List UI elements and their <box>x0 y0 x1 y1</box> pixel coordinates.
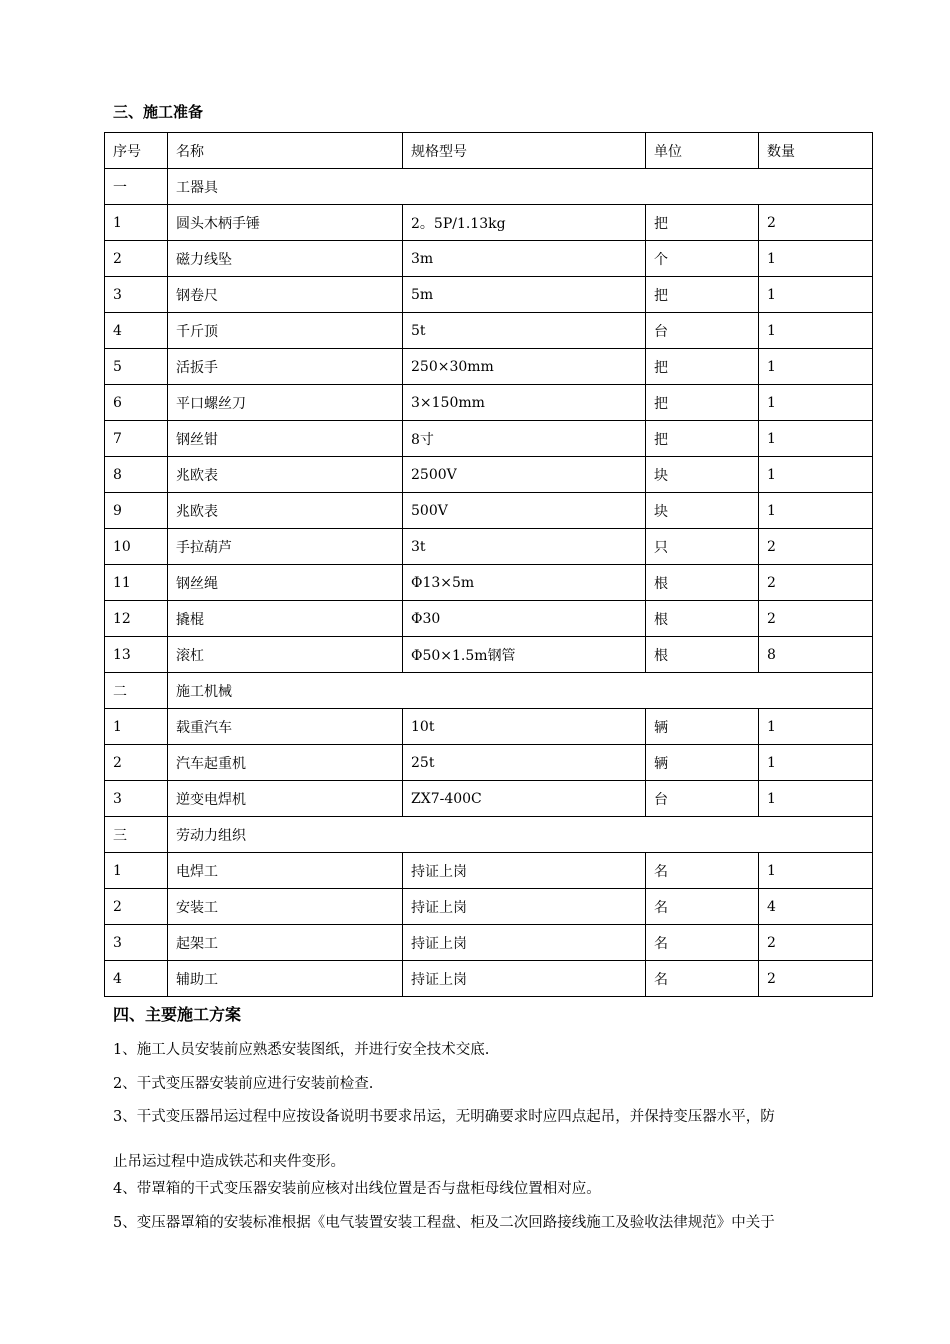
table-row <box>105 781 873 817</box>
cell-spec: 5t <box>403 313 646 349</box>
cell-spec: 持证上岗 <box>403 925 646 961</box>
table-row <box>105 205 873 241</box>
cell-qty: 2 <box>759 529 873 565</box>
cell-name: 电焊工 <box>168 853 403 889</box>
cell-spec: 2500V <box>403 457 646 493</box>
cell-unit: 名 <box>646 889 759 925</box>
cell-spec: 3×150mm <box>403 385 646 421</box>
cell-seq: 5 <box>105 349 168 385</box>
table-row <box>105 565 873 601</box>
group-labor: 劳动力组织 <box>168 817 873 853</box>
cell-name: 平口螺丝刀 <box>168 385 403 421</box>
cell-qty: 1 <box>759 385 873 421</box>
paragraph-3-continued: 止吊运过程中造成铁芯和夹件变形。 <box>113 1154 345 1170</box>
cell-name: 兆欧表 <box>168 457 403 493</box>
cell-spec: Φ13×5m <box>403 565 646 601</box>
cell-name: 逆变电焊机 <box>168 781 403 817</box>
group-seq: 三 <box>105 817 168 853</box>
table-row <box>105 889 873 925</box>
cell-spec: 5m <box>403 277 646 313</box>
cell-unit: 块 <box>646 457 759 493</box>
cell-spec: 500V <box>403 493 646 529</box>
cell-unit: 根 <box>646 637 759 673</box>
table-row <box>105 961 873 997</box>
cell-seq: 3 <box>105 277 168 313</box>
cell-qty: 1 <box>759 457 873 493</box>
cell-qty: 1 <box>759 781 873 817</box>
table-row <box>105 601 873 637</box>
cell-seq: 13 <box>105 637 168 673</box>
cell-qty: 1 <box>759 313 873 349</box>
cell-spec: 25t <box>403 745 646 781</box>
table-row <box>105 385 873 421</box>
cell-seq: 1 <box>105 205 168 241</box>
cell-qty: 1 <box>759 241 873 277</box>
group-tools: 工器具 <box>168 169 873 205</box>
cell-name: 钢卷尺 <box>168 277 403 313</box>
cell-qty: 1 <box>759 349 873 385</box>
section-3-heading: 三、施工准备 <box>113 103 204 121</box>
cell-unit: 根 <box>646 565 759 601</box>
cell-spec: 8寸 <box>403 421 646 457</box>
cell-qty: 2 <box>759 925 873 961</box>
table-group-row <box>105 673 873 709</box>
cell-name: 钢丝绳 <box>168 565 403 601</box>
cell-unit: 名 <box>646 925 759 961</box>
table-row <box>105 457 873 493</box>
cell-unit: 个 <box>646 241 759 277</box>
cell-name: 起架工 <box>168 925 403 961</box>
header-qty: 数量 <box>759 133 873 169</box>
table-row <box>105 241 873 277</box>
table-group-row <box>105 169 873 205</box>
cell-name: 千斤顶 <box>168 313 403 349</box>
cell-qty: 1 <box>759 709 873 745</box>
cell-spec: ZX7-400C <box>403 781 646 817</box>
paragraph-4: 4、带罩箱的干式变压器安装前应核对出线位置是否与盘柜母线位置相对应。 <box>113 1181 601 1197</box>
cell-name: 安装工 <box>168 889 403 925</box>
cell-qty: 8 <box>759 637 873 673</box>
cell-seq: 3 <box>105 925 168 961</box>
cell-qty: 2 <box>759 205 873 241</box>
header-spec: 规格型号 <box>403 133 646 169</box>
table-row <box>105 421 873 457</box>
cell-qty: 1 <box>759 853 873 889</box>
header-seq: 序号 <box>105 133 168 169</box>
table-row <box>105 349 873 385</box>
cell-seq: 7 <box>105 421 168 457</box>
table-row <box>105 313 873 349</box>
cell-name: 滚杠 <box>168 637 403 673</box>
cell-seq: 9 <box>105 493 168 529</box>
preparation-table <box>104 132 873 997</box>
cell-qty: 1 <box>759 493 873 529</box>
cell-seq: 1 <box>105 853 168 889</box>
cell-spec: 持证上岗 <box>403 961 646 997</box>
section-4-heading: 四、主要施工方案 <box>113 1005 242 1024</box>
cell-unit: 把 <box>646 349 759 385</box>
cell-spec: Φ30 <box>403 601 646 637</box>
cell-spec: 3m <box>403 241 646 277</box>
paragraph-5: 5、变压器罩箱的安装标准根据《电气装置安装工程盘、柜及二次回路接线施工及验收法律规范》中关于 <box>113 1215 775 1231</box>
paragraph-1: 1、施工人员安装前应熟悉安装图纸，并进行安全技术交底. <box>113 1042 490 1058</box>
paragraph-2: 2、干式变压器安装前应进行安装前检查. <box>113 1076 374 1092</box>
table-group-row <box>105 817 873 853</box>
cell-seq: 3 <box>105 781 168 817</box>
cell-name: 载重汽车 <box>168 709 403 745</box>
cell-unit: 把 <box>646 421 759 457</box>
cell-unit: 把 <box>646 385 759 421</box>
cell-unit: 块 <box>646 493 759 529</box>
table-row <box>105 637 873 673</box>
cell-name: 兆欧表 <box>168 493 403 529</box>
paragraph-3: 3、干式变压器吊运过程中应按设备说明书要求吊运，无明确要求时应四点起吊，并保持变压器水平，防 <box>113 1109 775 1125</box>
cell-spec: Φ50×1.5m钢管 <box>403 637 646 673</box>
table-row <box>105 925 873 961</box>
cell-seq: 2 <box>105 241 168 277</box>
table-row <box>105 529 873 565</box>
cell-unit: 名 <box>646 961 759 997</box>
cell-unit: 辆 <box>646 709 759 745</box>
group-seq: 一 <box>105 169 168 205</box>
cell-seq: 8 <box>105 457 168 493</box>
cell-unit: 只 <box>646 529 759 565</box>
table-row <box>105 493 873 529</box>
cell-seq: 10 <box>105 529 168 565</box>
cell-unit: 把 <box>646 277 759 313</box>
cell-unit: 根 <box>646 601 759 637</box>
cell-name: 钢丝钳 <box>168 421 403 457</box>
cell-unit: 台 <box>646 313 759 349</box>
cell-seq: 4 <box>105 961 168 997</box>
table-row <box>105 745 873 781</box>
cell-spec: 2。5P/1.13kg <box>403 205 646 241</box>
cell-qty: 2 <box>759 565 873 601</box>
cell-name: 磁力线坠 <box>168 241 403 277</box>
cell-name: 汽车起重机 <box>168 745 403 781</box>
cell-seq: 11 <box>105 565 168 601</box>
cell-seq: 1 <box>105 709 168 745</box>
cell-name: 圆头木柄手锤 <box>168 205 403 241</box>
cell-name: 活扳手 <box>168 349 403 385</box>
cell-unit: 名 <box>646 853 759 889</box>
cell-name: 手拉葫芦 <box>168 529 403 565</box>
group-machinery: 施工机械 <box>168 673 873 709</box>
cell-seq: 2 <box>105 745 168 781</box>
cell-name: 辅助工 <box>168 961 403 997</box>
table-row <box>105 709 873 745</box>
cell-qty: 4 <box>759 889 873 925</box>
group-seq: 二 <box>105 673 168 709</box>
cell-qty: 2 <box>759 961 873 997</box>
cell-unit: 辆 <box>646 745 759 781</box>
cell-seq: 6 <box>105 385 168 421</box>
table-header-row <box>105 133 873 169</box>
cell-unit: 把 <box>646 205 759 241</box>
cell-spec: 持证上岗 <box>403 889 646 925</box>
table-row <box>105 277 873 313</box>
header-unit: 单位 <box>646 133 759 169</box>
cell-seq: 4 <box>105 313 168 349</box>
cell-spec: 250×30mm <box>403 349 646 385</box>
cell-qty: 1 <box>759 421 873 457</box>
table-row <box>105 853 873 889</box>
cell-name: 撬棍 <box>168 601 403 637</box>
cell-spec: 10t <box>403 709 646 745</box>
header-name: 名称 <box>168 133 403 169</box>
cell-unit: 台 <box>646 781 759 817</box>
table-body <box>105 169 873 997</box>
cell-qty: 2 <box>759 601 873 637</box>
cell-seq: 2 <box>105 889 168 925</box>
cell-seq: 12 <box>105 601 168 637</box>
cell-qty: 1 <box>759 277 873 313</box>
cell-qty: 1 <box>759 745 873 781</box>
cell-spec: 3t <box>403 529 646 565</box>
cell-spec: 持证上岗 <box>403 853 646 889</box>
